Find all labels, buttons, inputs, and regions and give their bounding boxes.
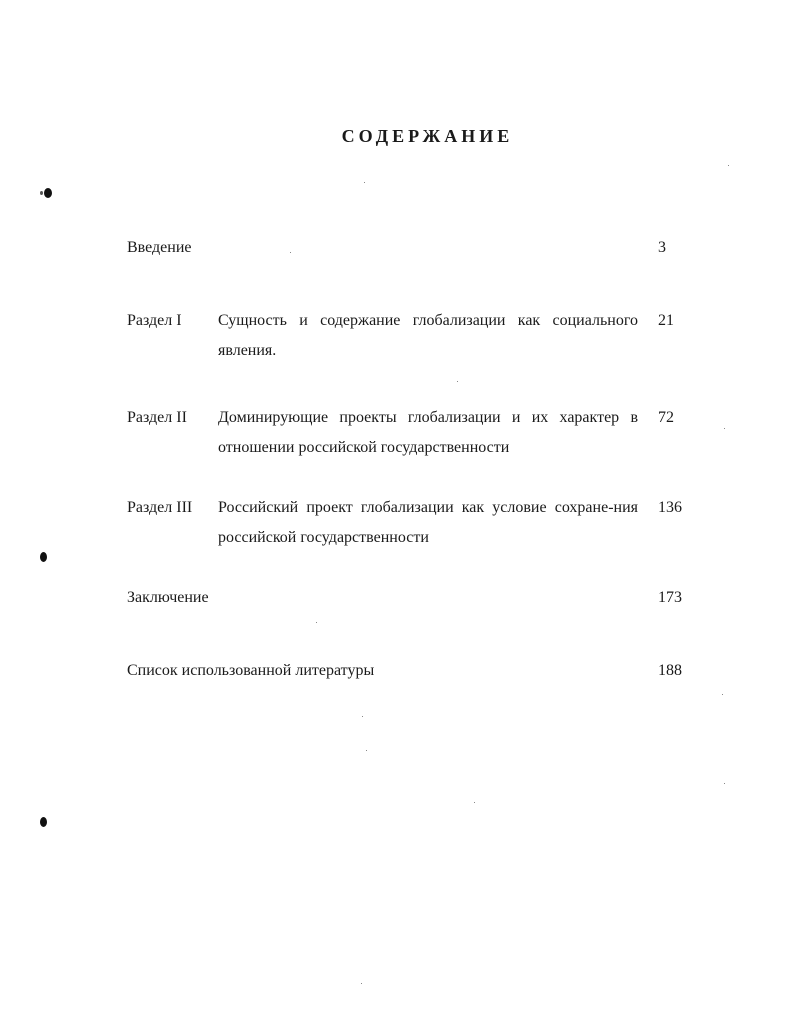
binder-hole-mark	[44, 188, 52, 198]
page-title: СОДЕРЖАНИЕ	[341, 126, 514, 146]
binder-hole-mark	[40, 817, 47, 827]
scan-speck	[316, 622, 317, 623]
toc-entry-page: 3	[658, 239, 666, 256]
toc-entry-label: Раздел III	[127, 499, 193, 516]
binder-hole-mark	[40, 552, 47, 562]
toc-entry-title: Введение	[127, 239, 192, 256]
toc-entry-title: Доминирующие проекты глобализации и их характер в отношении российской государственности	[218, 409, 638, 456]
toc-entry-page: 136	[658, 499, 682, 516]
toc-entry-label: Раздел II	[127, 409, 187, 426]
scan-speck	[366, 750, 367, 751]
scan-speck	[457, 381, 458, 382]
scan-speck	[361, 983, 362, 984]
scan-speck	[724, 428, 725, 429]
toc-entry-page: 21	[658, 312, 674, 329]
scan-speck	[728, 165, 729, 166]
scan-speck	[290, 252, 291, 253]
binder-hole-mark	[40, 191, 43, 195]
toc-entry-label: Раздел I	[127, 312, 182, 329]
toc-entry-title: Заключение	[127, 589, 209, 606]
scan-speck	[474, 802, 475, 803]
toc-entry-title: Российский проект глобализации как условие сохране-ния российской государственности	[218, 499, 638, 546]
scan-speck	[362, 716, 363, 717]
scan-speck	[724, 783, 725, 784]
toc-entry-page: 188	[658, 662, 682, 679]
toc-entry-title: Список использованной литературы	[127, 662, 375, 679]
scan-speck	[722, 694, 723, 695]
toc-entry-page: 72	[658, 409, 674, 426]
scan-speck	[364, 182, 365, 183]
toc-entry-page: 173	[658, 589, 682, 606]
toc-entry-title: Сущность и содержание глобализации как социального явления.	[218, 312, 638, 359]
